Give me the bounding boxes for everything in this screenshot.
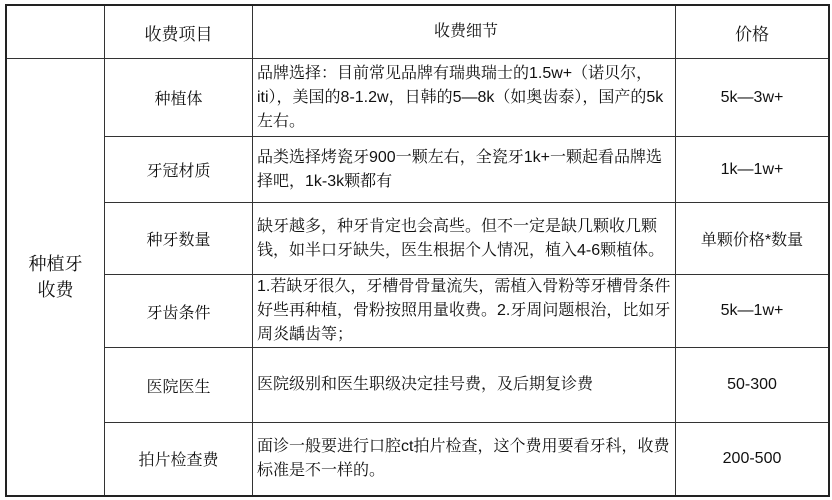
item-cell: 医院医生: [105, 348, 253, 423]
item-cell: 种植体: [105, 59, 253, 137]
header-item: 收费项目: [105, 5, 253, 59]
table-row: [6, 423, 829, 496]
item-cell: 拍片检查费: [105, 423, 253, 496]
detail-cell: 面诊一般要进行口腔ct拍片检查，这个费用要看牙科，收费标准是不一样的。: [253, 423, 676, 496]
detail-cell: 品牌选择：目前常见品牌有瑞典瑞士的1.5w+（诺贝尔，iti），美国的8-1.2w，日韩的5—8k（如奥齿泰），国产的5k左右。: [253, 59, 676, 137]
detail-cell: 1.若缺牙很久，牙槽骨骨量流失，需植入骨粉等牙槽骨条件好些再种植，骨粉按照用量收费。2.牙周问题根治，比如牙周炎龋齿等；: [253, 275, 676, 348]
table-row: [6, 137, 829, 203]
implant-fee-table: [5, 4, 830, 497]
detail-cell: 品类选择烤瓷牙900一颗左右，全瓷牙1k+一颗起看品牌选择吧，1k-3k颗都有: [253, 137, 676, 203]
price-cell: 5k—1w+: [676, 275, 830, 348]
table-row: [6, 203, 829, 275]
category-label: 种植牙收费: [28, 253, 83, 300]
detail-cell: 医院级别和医生职级决定挂号费，及后期复诊费: [253, 348, 676, 423]
header-price: 价格: [676, 5, 830, 59]
detail-cell: 缺牙越多，种牙肯定也会高些。但不一定是缺几颗收几颗钱，如半口牙缺失，医生根据个人情况，植入4-6颗植体。: [253, 203, 676, 275]
price-cell: 单颗价格*数量: [676, 203, 830, 275]
item-cell: 种牙数量: [105, 203, 253, 275]
price-cell: 5k—3w+: [676, 59, 830, 137]
header-blank: [6, 5, 105, 59]
item-cell: 牙齿条件: [105, 275, 253, 348]
header-detail: 收费细节: [253, 5, 676, 59]
header-row: [6, 5, 829, 59]
price-cell: 200-500: [676, 423, 830, 496]
price-cell: 1k—1w+: [676, 137, 830, 203]
item-cell: 牙冠材质: [105, 137, 253, 203]
table-row: [6, 348, 829, 423]
table-row: [6, 59, 829, 137]
table-row: [6, 275, 829, 348]
price-cell: 50-300: [676, 348, 830, 423]
category-cell: [6, 59, 105, 496]
